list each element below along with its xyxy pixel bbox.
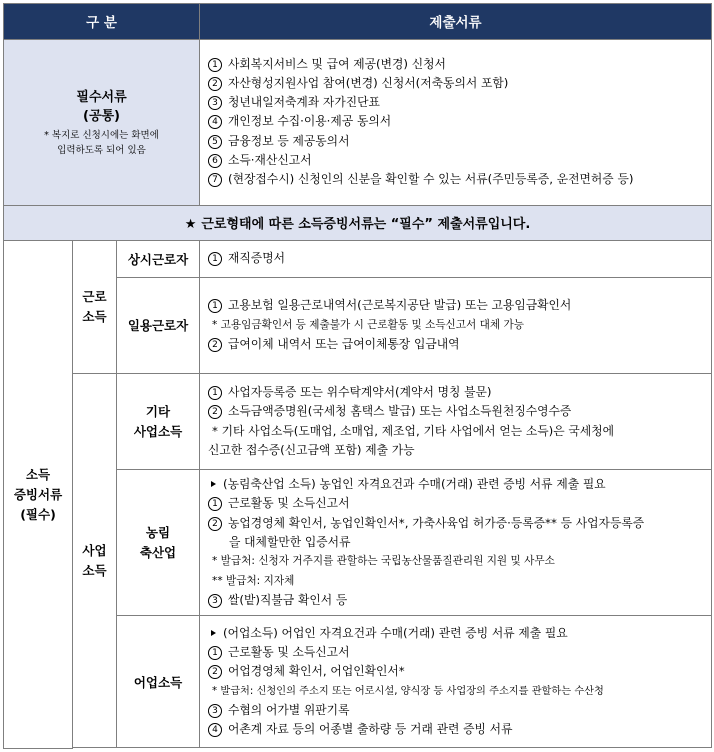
table-header-row [4, 4, 712, 40]
other-business-items [200, 373, 712, 470]
other-business-row [4, 373, 712, 470]
list-item [208, 74, 705, 93]
regular-worker-row [4, 241, 712, 278]
farming-label-line2: 축산업 [139, 544, 177, 560]
list-item [208, 93, 705, 112]
income-proof-label-line3: (필수) [20, 506, 56, 522]
item-text: 근로활동 및 소득신고서 [228, 496, 350, 511]
list-item [208, 383, 705, 402]
farming-items [200, 470, 712, 616]
fishing-items [200, 616, 712, 748]
labor-income-label-cell [73, 241, 117, 373]
income-proof-label-cell [4, 241, 73, 749]
item-text: 금융정보 등 제공동의서 [228, 133, 350, 148]
list-item [208, 151, 705, 170]
circled-number: 1 [208, 497, 222, 511]
labor-income-label-line2: 소득 [82, 308, 107, 324]
list-item [208, 494, 705, 513]
list-item [208, 701, 705, 720]
note-text: 신고한 접수증(신고금액 포함) 제출 가능 [208, 442, 415, 457]
triangle-bullet-icon [211, 630, 216, 636]
list-item [208, 170, 705, 189]
banner-text: 근로형태에 따른 소득증빙서류는 “필수” 제출서류입니다. [201, 217, 531, 233]
circled-number: 4 [208, 723, 222, 737]
list-item [208, 514, 705, 533]
item-text: 어업경영체 확인서, 어업인확인서* [228, 664, 405, 679]
circled-number: 3 [208, 704, 222, 718]
required-note-line2: 입력하도록 되어 있음 [57, 145, 146, 157]
fishing-label: 어업소득 [117, 616, 200, 748]
other-business-label-cell [117, 373, 200, 470]
item-text: 재직증명서 [228, 251, 285, 266]
list-item [208, 55, 705, 74]
list-item [208, 132, 705, 151]
item-text: 소득금액증명원(국세청 홈택스 발급) 또는 사업소득원천징수영수증 [228, 404, 572, 419]
business-income-label-cell [73, 373, 117, 748]
income-proof-label-line1: 소득 [25, 466, 51, 482]
item-text: 급여이체 내역서 또는 급여이체통장 입금내역 [228, 336, 460, 351]
required-label-sub: (공통) [83, 109, 120, 125]
list-item [208, 720, 705, 739]
farming-label-line1: 농림 [145, 524, 171, 540]
item-text: (어업소득) 어업인 자격요건과 수매(거래) 관련 증빙 서류 제출 필요 [223, 625, 568, 640]
farming-label-cell [117, 470, 200, 616]
list-item [208, 296, 705, 315]
circled-number: 3 [208, 96, 222, 110]
item-text: 개인정보 수집·이용·제공 동의서 [228, 114, 392, 129]
required-items [200, 39, 712, 205]
item-text: 쌀(밭)직불금 확인서 등 [228, 592, 348, 607]
circled-number: 3 [208, 594, 222, 608]
business-income-label-line1: 사업 [82, 542, 107, 558]
item-text: 고용보험 일용근로내역서(근로복지공단 발급) 또는 고용임금확인서 [228, 298, 572, 313]
required-row [4, 39, 712, 205]
item-text: 농업경영체 확인서, 농업인확인서*, 가축사육업 허가증·등록증** 등 사업자등록증 [228, 515, 645, 530]
other-business-label-line1: 기타 [145, 403, 171, 419]
circled-number: 2 [208, 405, 222, 419]
item-continuation: 을 대체할만한 입증서류 [229, 535, 351, 550]
triangle-bullet-icon [211, 481, 216, 487]
item-text: 수협의 어가별 위판기록 [228, 703, 350, 718]
banner-cell [4, 205, 712, 241]
header-category: 구 분 [4, 4, 200, 40]
item-text: 청년내일저축계좌 자가진단표 [228, 95, 380, 110]
spacer-cell [73, 748, 712, 749]
item-text: 사회복지서비스 및 급여 제공(변경) 신청서 [228, 56, 446, 71]
note-text: * 발급처: 신청인의 주소지 또는 어로시설, 양식장 등 사업장의 주소지를 관할하는 수산청 [212, 685, 604, 697]
circled-number: 7 [208, 173, 222, 187]
regular-worker-label: 상시근로자 [117, 241, 200, 278]
header-documents: 제출서류 [200, 4, 712, 40]
circled-number: 1 [208, 58, 222, 72]
circled-number: 1 [208, 386, 222, 400]
business-income-label-line2: 소득 [82, 562, 107, 578]
list-item [208, 643, 705, 662]
item-text: 자산형성지원사업 참여(변경) 신청서(저축동의서 포함) [228, 75, 509, 90]
circled-number: 2 [208, 338, 222, 352]
note-text: ** 발급처: 지자체 [212, 574, 295, 587]
list-item [208, 112, 705, 131]
banner-row [4, 205, 712, 241]
other-business-label-line2: 사업소득 [133, 423, 183, 439]
circled-number: 1 [208, 252, 222, 266]
circled-number: 4 [208, 115, 222, 129]
income-proof-label-line2: 증빙서류 [13, 486, 63, 502]
item-text: 근로활동 및 소득신고서 [228, 645, 350, 660]
note-text: * 기타 사업소득(도매업, 소매업, 제조업, 기타 사업에서 얻는 소득)은 국세청에 [212, 423, 614, 438]
item-text: 어촌계 자료 등의 어종별 출하량 등 거래 관련 증빙 서류 [228, 722, 513, 737]
list-item [208, 335, 705, 354]
required-label: 필수서류 [76, 90, 127, 106]
circled-number: 1 [208, 646, 222, 660]
list-item [208, 591, 705, 610]
circled-number: 2 [208, 665, 222, 679]
circled-number: 5 [208, 135, 222, 149]
note-text: * 발급처: 신청자 거주지를 관할하는 국립농산물품질관리원 지원 및 사무소 [212, 555, 555, 568]
regular-worker-items [200, 241, 712, 278]
list-item [208, 662, 705, 681]
daily-worker-label: 일용근로자 [117, 277, 200, 373]
item-text: 소득·재산신고서 [228, 153, 312, 168]
list-item [208, 402, 705, 421]
circled-number: 2 [208, 517, 222, 531]
item-text: (농림축산업 소득) 농업인 자격요건과 수매(거래) 관련 증빙 서류 제출 필요 [223, 477, 606, 492]
circled-number: 2 [208, 77, 222, 91]
spacer-row [4, 748, 712, 749]
star-icon: ★ [184, 217, 197, 233]
bullet-item [208, 475, 705, 494]
required-documents-table [3, 3, 712, 749]
note-text: * 고용임금확인서 등 제출불가 시 근로활동 및 소득신고서 대체 가능 [212, 318, 524, 331]
item-text: 사업자등록증 또는 위수탁계약서(계약서 명칭 불문) [228, 384, 492, 399]
required-note-line1: * 복지로 신청시에는 화면에 [44, 130, 159, 142]
circled-number: 6 [208, 154, 222, 168]
daily-worker-items [200, 277, 712, 373]
item-text: (현장접수시) 신청인의 신분을 확인할 수 있는 서류(주민등록증, 운전면허증 등) [228, 172, 634, 187]
required-label-cell [4, 39, 200, 205]
labor-income-label-line1: 근로 [82, 288, 107, 304]
list-item [208, 249, 705, 268]
bullet-item [208, 624, 705, 643]
circled-number: 1 [208, 299, 222, 313]
